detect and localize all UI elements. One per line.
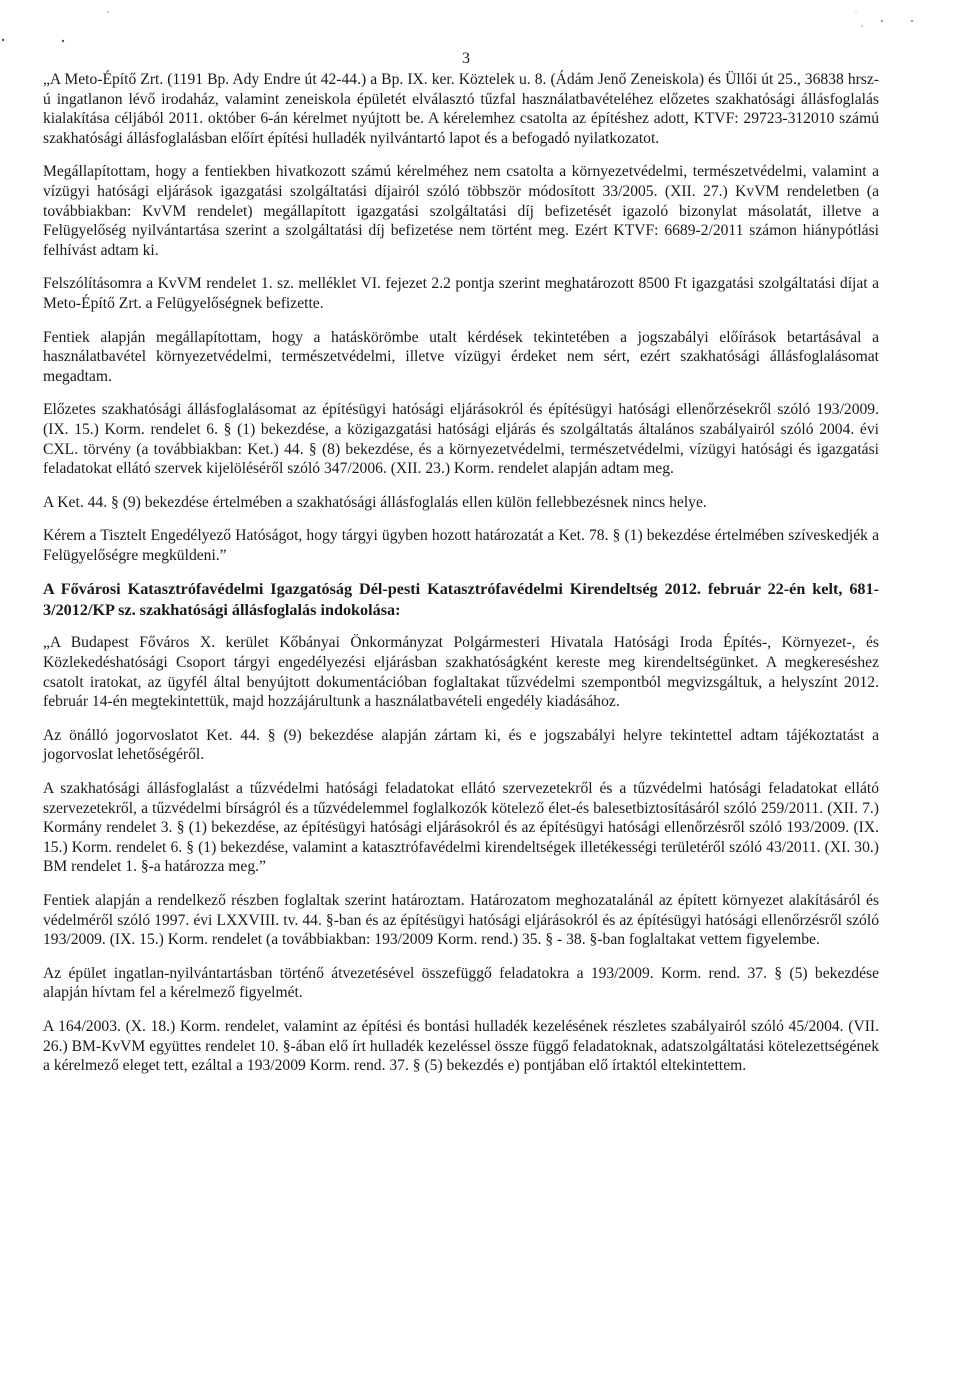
paragraph: Megállapítottam, hogy a fentiekben hivatkozott számú kérelméhez nem csatolta a környezetvédelmi, természetvédelmi, valamint a vízügyi hatósági eljárások igazgatási szolgáltatási díjairól szóló többször módosított 33/2005. (XII. 27.) KvVM rendeletben (a továbbiakban: KvVM rendelet) megállapított igazgatási szolgáltatási díj befizetését igazoló bizonylat másolatát, illetve a Felügyelőség nyilvántartása szerint a szolgáltatási díj befizetése nem történt meg. Ezért KTVF: 6689-2/2011 számon hiánypótlási felhívást adtam ki.	[43, 163, 879, 259]
section-heading: A Fővárosi Katasztrófavédelmi Igazgatóság Dél-pesti Katasztrófavédelmi Kirendeltség 2012. február 22-én kelt, 681-3/2012/KP sz. szakhatósági állásfoglalás indokolása:	[43, 580, 879, 620]
paragraph: Fentiek alapján a rendelkező részben foglaltak szerint határoztam. Határozatom meghozatalánál az épített környezet alakításáról és védelméről szóló 1997. évi LXXVIII. tv. 44. §-ban és az építésügyi hatósági eljárásokról és az építésügyi hatósági ellenőrzésről szóló 193/2009. (IX. 15.) Korm. rendelet (a továbbiakban: 193/2009 Korm. rend.) 35. § - 38. §-ban foglaltakat vettem figyelembe.	[43, 892, 879, 949]
paragraph: Az önálló jogorvoslatot Ket. 44. § (9) bekezdése alapján zártam ki, és e jogszabályi helyre tekintettel adtam tájékoztatást a jogorvoslat lehetőségéről.	[43, 726, 879, 764]
paragraph: „A Budapest Főváros X. kerület Kőbányai Önkormányzat Polgármesteri Hivatala Hatósági Iroda Építés-, Környezet-, és Közlekedéshatósági Csoport tárgyi engedélyezési eljárásban szakhatóságként kereste meg kirendeltségünket. A megkereséshez csatolt iratokat, az ügyfél által benyújtott dokumentációban foglaltakat tűzvédelmi szempontból megvizsgáltuk, a helyszínt 2012. február 14-én megtekintettük, majd hozzájárultunk a használatbavételi engedély kiadásához.	[43, 634, 879, 711]
paragraph: A szakhatósági állásfoglalást a tűzvédelmi hatósági feladatokat ellátó szervezetekről és a tűzvédelmi hatósági feladatokat ellátó szervezetekről, a tűzvédelmi bírságról és a tűzvédelemmel foglalkozók kötelező élet-és balesetbiztosításáról szóló 259/2011. (XII. 7.) Kormány rendelet 3. § (1) bekezdése, az építésügyi hatósági eljárásokról és az építésügyi hatósági ellenőrzésről szóló 193/2009. (IX. 15.) Korm. rendelet 6. § (1) bekezdése, valamint a katasztrófavédelmi kirendeltségek illetékességi területéről szóló 43/2011. (XI. 30.) BM rendelet 1. §-a határozza meg.”	[43, 780, 879, 876]
paragraph: A Ket. 44. § (9) bekezdése értelmében a szakhatósági állásfoglalás ellen külön fellebbezésnek nincs helye.	[43, 493, 707, 511]
paragraph: A 164/2003. (X. 18.) Korm. rendelet, valamint az építési és bontási hulladék kezelésének részletes szabályairól szóló 45/2004. (VII. 26.) BM-KvVM együttes rendelet 10. §-ában elő írt hulladék kezeléssel össze függő feladatoknak, adatszolgáltatási kötelezettségének a kérelmező eleget tett, ezáltal a 193/2009 Korm. rend. 37. § (5) bekezdés e) pontjában elő írtaktól eltekintettem.	[43, 1017, 879, 1075]
paragraph: Előzetes szakhatósági állásfoglalásomat az építésügyi hatósági eljárásokról és építésügyi hatósági ellenőrzésekről szóló 193/2009. (IX. 15.) Korm. rendelet 6. § (1) bekezdése, a közigazgatási hatósági eljárás és szolgáltatás általános szabályairól szóló 2004. évi CXL. törvény (a továbbiakban: Ket.) 44. § (8) bekezdése, és a környezetvédelmi, természetvédelmi, vízügyi hatósági és igazgatási feladatokat ellátó szervek kijelöléséről szóló 347/2006. (XII. 23.) Korm. rendelet alapján adtam meg.	[43, 401, 879, 478]
scan-specks	[0, 0, 960, 60]
document-body	[43, 70, 879, 1090]
paragraph: Felszólításomra a KvVM rendelet 1. sz. melléklet VI. fejezet 2.2 pontja szerint meghatározott 8500 Ft igazgatási szolgáltatási díjat a Meto-Építő Zrt. a Felügyelőségnek befizette.	[43, 275, 879, 312]
page-number: 3	[462, 50, 470, 67]
paragraph: Az épület ingatlan-nyilvántartásban történő átvezetésével összefüggő feladatokra a 193/2009. Korm. rend. 37. § (5) bekezdése alapján hívtam fel a kérelmező figyelmét.	[43, 964, 879, 1002]
paragraph: Fentiek alapján megállapítottam, hogy a hatáskörömbe utalt kérdések tekintetében a jogszabályi előírások betartásával a használatbavétel környezetvédelmi, természetvédelmi, illetve vízügyi érdeket nem sért, ezért szakhatósági állásfoglalásomat megadtam.	[43, 328, 879, 385]
paragraph: „A Meto-Építő Zrt. (1191 Bp. Ady Endre út 42-44.) a Bp. IX. ker. Köztelek u. 8. (Ádám Jenő Zeneiskola) és Üllői út 25., 36838 hrsz-ú ingatlanon lévő irodaház, valamint zeneiskola épületét elválasztó tűzfal használatbavételéhez előzetes szakhatósági állásfoglalás kialakítása céljából 2011. október 6-án kérelmet nyújtott be. A kérelemhez csatolta az építéshez adott, KTVF: 29723-312010 számú szakhatósági állásfoglalásban előírt építési hulladék nyilvántartó lapot és a befogadó nyilatkozatot.	[43, 71, 879, 147]
paragraph: Kérem a Tisztelt Engedélyező Hatóságot, hogy tárgyi ügyben hozott határozatát a Ket. 78. § (1) bekezdése értelmében szíveskedjék a Felügyelőségre megküldeni.”	[43, 527, 879, 564]
